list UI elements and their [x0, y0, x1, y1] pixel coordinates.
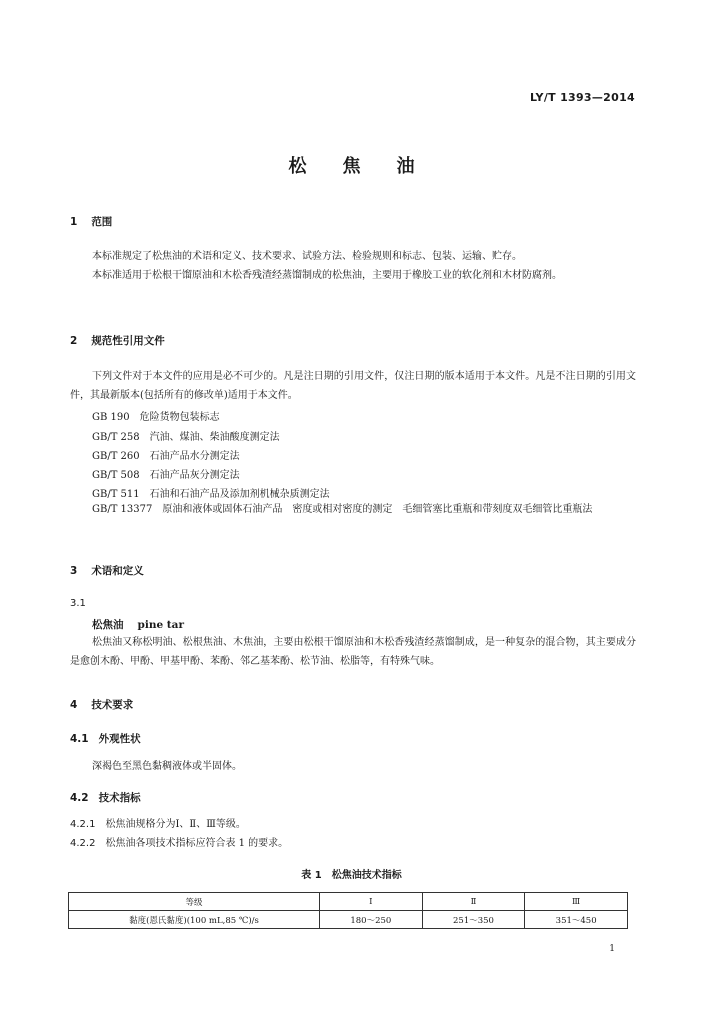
section-number: 2 [70, 335, 78, 347]
spec-table [68, 892, 628, 929]
page-number: 1 [609, 944, 615, 954]
clause-number: 4.2.1 [70, 819, 96, 830]
table-cell: 351～450 [525, 911, 628, 929]
term-number: 3.1 [70, 598, 86, 609]
reference-item: GB 190 危险货物包装标志 [92, 412, 220, 423]
header-cell-grade-1: Ⅰ [320, 893, 423, 911]
clause-4-2-1 [70, 815, 246, 834]
standard-number: LY/T 1393—2014 [529, 91, 635, 104]
header-cell-grade-2: Ⅱ [422, 893, 525, 911]
section-number: 1 [70, 216, 78, 228]
term-chinese: 松焦油 [92, 619, 124, 631]
table-header-row [69, 893, 628, 911]
table-row [69, 911, 628, 929]
subsection-title: 外观性状 [98, 733, 141, 745]
reference-item: GB/T 511 石油和石油产品及添加剂机械杂质测定法 [92, 489, 330, 500]
subsection-number: 4.1 [70, 733, 89, 745]
reference-item-long: GB/T 13377 原油和液体或固体石油产品 密度或相对密度的测定 毛细管塞比重瓶和带刻度双毛细管比重瓶法 [92, 504, 593, 515]
section-number: 3 [70, 565, 78, 577]
clause-4-2-2 [70, 834, 288, 853]
section-number: 4 [70, 699, 78, 711]
subsection-4-1-heading [70, 731, 141, 746]
subsection-4-2-heading [70, 790, 141, 805]
section-4-heading [70, 697, 133, 712]
term-entry [92, 617, 184, 632]
table-cell: 180～250 [320, 911, 423, 929]
section-1-paragraph-1: 本标准规定了松焦油的术语和定义、技术要求、试验方法、检验规则和标志、包装、运输、贮存。 [92, 251, 522, 262]
section-title: 技术要求 [91, 699, 134, 711]
appearance-text: 深褐色至黑色黏稠液体或半固体。 [92, 761, 242, 772]
clause-text: 松焦油规格分为Ⅰ、Ⅱ、Ⅲ等级。 [105, 819, 246, 830]
reference-item: GB/T 508 石油产品灰分测定法 [92, 470, 240, 481]
header-cell-grade: 等级 [69, 893, 320, 911]
term-english: pine tar [137, 619, 184, 631]
section-1-paragraph-2: 本标准适用于松根干馏原油和木松香残渣经蒸馏制成的松焦油，主要用于橡胶工业的软化剂和木材防腐剂。 [92, 270, 562, 281]
clause-number: 4.2.2 [70, 838, 96, 849]
subsection-number: 4.2 [70, 792, 89, 804]
table-cell: 251～350 [422, 911, 525, 929]
reference-item: GB/T 258 汽油、煤油、柴油酸度测定法 [92, 432, 280, 443]
section-3-heading [70, 563, 144, 578]
section-2-paragraph-1: 下列文件对于本文件的应用是必不可少的。凡是注日期的引用文件，仅注日期的版本适用于本文件。凡是不注日期的引用文件，其最新版本(包括所有的修改单)适用于本文件。 [70, 371, 636, 401]
section-2-heading [70, 333, 165, 348]
clause-text: 松焦油各项技术指标应符合表 1 的要求。 [105, 838, 289, 849]
section-title: 术语和定义 [91, 565, 144, 577]
table-cell: 黏度(恩氏黏度)(100 mL,85 ℃)/s [69, 911, 320, 929]
table-caption: 表 1 松焦油技术指标 [301, 870, 402, 881]
term-definition: 松焦油又称松明油、松根焦油、木焦油，主要由松根干馏原油和木松香残渣经蒸馏制成，是一种复杂的混合物，其主要成分是愈创木酚、甲酚、甲基甲酚、苯酚、邻乙基苯酚、松节油、松脂等，有特殊气味。 [70, 637, 636, 667]
subsection-title: 技术指标 [98, 792, 141, 804]
reference-item: GB/T 260 石油产品水分测定法 [92, 451, 240, 462]
section-1-heading [70, 214, 112, 229]
document-title: 松焦油 [288, 156, 451, 177]
header-cell-grade-3: Ⅲ [525, 893, 628, 911]
section-title: 规范性引用文件 [91, 335, 165, 347]
section-title: 范围 [91, 216, 113, 228]
